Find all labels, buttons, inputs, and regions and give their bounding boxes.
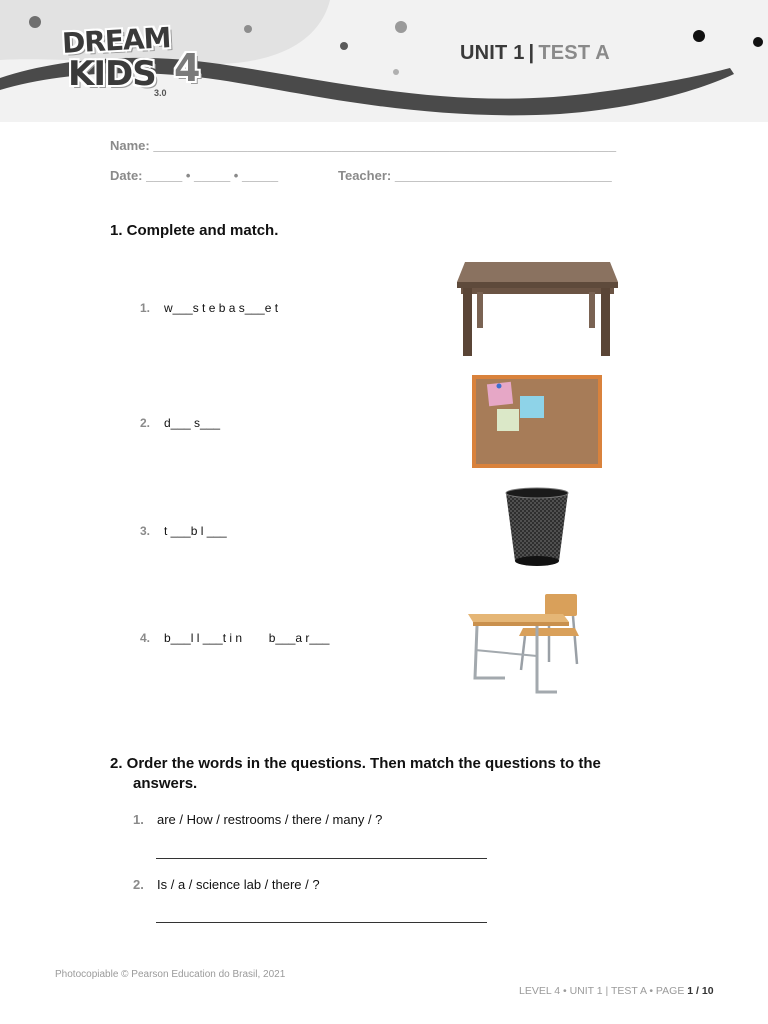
unit-label: UNIT 1 [460,42,525,64]
q1-item-3[interactable] [140,524,227,538]
table-picture[interactable] [455,258,620,360]
page-number: 1 [687,985,694,997]
q2-item-1-answer-line[interactable] [156,858,487,859]
desk-picture[interactable] [465,590,610,698]
bulletin-board-picture[interactable] [471,374,603,469]
dream-kids-logo [58,20,218,102]
q2-item-1-text: are / How / restrooms / there / many / ? [157,812,383,827]
title-separator: | [528,42,535,64]
q1-item-4-text: b___l l ___t i n b___a r___ [164,631,330,645]
q1-item-4[interactable] [140,631,329,645]
page-info-text: LEVEL 4 • UNIT 1 | TEST A • PAGE [519,985,685,997]
q2-item-2-number: 2. [133,877,144,892]
test-label: TEST A [538,42,610,64]
name-field[interactable]: Name: ________________________________________________________________ [110,138,617,153]
unit-test-title [460,42,610,65]
q1-item-3-text: t ___b l ___ [164,524,227,538]
logo-version: 3.0 [154,88,167,98]
q1-item-1-number: 1. [140,301,151,315]
page-total: / 10 [696,985,714,997]
q1-item-2[interactable] [140,416,220,430]
q2-item-1 [133,812,382,827]
question-2-heading [110,755,601,792]
q1-item-2-number: 2. [140,416,151,430]
teacher-field[interactable]: Teacher: ______________________________ [338,168,612,183]
logo-kids-text: KIDS [68,54,156,94]
logo-level-number: 4 [174,46,201,90]
q1-item-4-number: 4. [140,631,151,645]
q1-item-1-text: w___s t e b a s___e t [164,301,279,315]
logo-dream-text: DREAM [61,21,172,60]
question-2-heading-line-2: answers. [133,775,198,792]
q2-item-2-answer-line[interactable] [156,922,487,923]
copyright-notice: Photocopiable © Pearson Education do Brasil, 2021 [55,969,286,980]
page-header [0,0,768,122]
page-info [519,985,714,997]
q1-item-3-number: 3. [140,524,151,538]
question-2-heading-line-1: 2. Order the words in the questions. Then match the questions to the [110,755,601,772]
q1-item-1[interactable] [140,301,278,315]
question-1-heading: 1. Complete and match. [110,222,279,239]
q1-item-2-text: d___ s___ [164,416,221,430]
wastebasket-picture[interactable] [503,487,571,569]
q2-item-1-number: 1. [133,812,144,827]
date-field[interactable]: Date: _____ • _____ • _____ [110,168,279,183]
q2-item-2 [133,877,320,892]
q2-item-2-text: Is / a / science lab / there / ? [157,877,320,892]
